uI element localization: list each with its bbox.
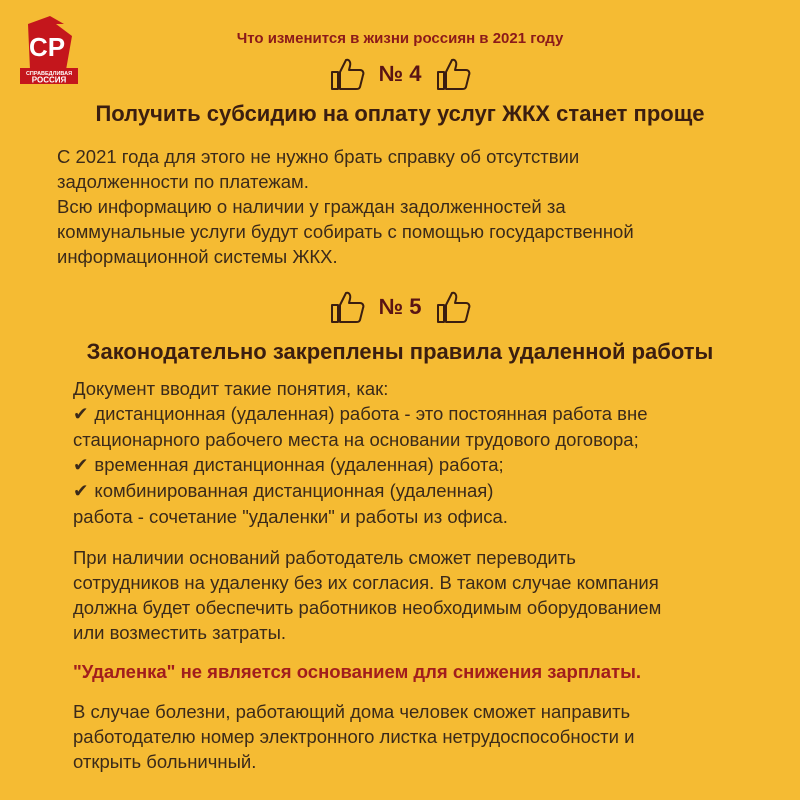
- logo-line1: СПРАВЕДЛИВАЯ: [25, 71, 73, 77]
- section5-number-row: [0, 289, 800, 325]
- section5-heading: Законодательно закреплены правила удаленной работы: [86, 339, 714, 364]
- text-line: работа - сочетание "удаленки" и работы из офиса.: [73, 506, 508, 527]
- text-line: или возместить затраты.: [73, 622, 287, 643]
- section5-number: № 5: [378, 294, 422, 319]
- thumbs-up-icon: [329, 56, 365, 92]
- thumbs-up-icon: [329, 289, 365, 325]
- text-line: Документ вводит такие понятия, как:: [73, 378, 389, 399]
- text-line: При наличии оснований работодатель сможет переводить: [73, 547, 576, 568]
- text-line: Всю информацию о наличии у граждан задолженностей за: [57, 196, 566, 217]
- logo-line2: РОССИЯ: [31, 75, 67, 84]
- section4-heading: Получить субсидию на оплату услуг ЖКХ станет проще: [95, 101, 705, 126]
- section4-number: № 4: [378, 61, 422, 86]
- thumbs-up-icon: [435, 289, 471, 325]
- section5-paragraph2: [73, 545, 661, 645]
- section4-number-row: [0, 56, 800, 92]
- text-line: коммунальные услуги будут собирать с помощью государственной: [57, 221, 634, 242]
- section5-paragraph3: [73, 699, 634, 774]
- text-line: В случае болезни, работающий дома человек сможет направить: [73, 701, 631, 722]
- thumbs-up-icon: [435, 56, 471, 92]
- text-line: должна будет обеспечить работников необходимым оборудованием: [73, 597, 662, 618]
- text-line: стационарного рабочего места на основании трудового договора;: [73, 429, 639, 450]
- text-line: С 2021 года для этого не нужно брать справку об отсутствии: [57, 146, 580, 167]
- section5-definitions: [73, 376, 648, 529]
- text-line: сотрудников на удаленку без их согласия. В таком случае компания: [73, 572, 659, 593]
- text-line: открыть больничный.: [73, 751, 257, 772]
- text-line: задолженности по платежам.: [57, 171, 309, 192]
- text-line: информационной системы ЖКХ.: [57, 246, 338, 267]
- section4-body: [57, 144, 634, 269]
- highlight-statement: "Удаленка" не является основанием для снижения зарплаты.: [73, 661, 642, 682]
- check-item: ✔ временная дистанционная (удаленная) работа;: [73, 452, 648, 478]
- text-line: работодателю номер электронного листка нетрудоспособности и: [73, 726, 635, 747]
- page-title: Что изменится в жизни россиян в 2021 году: [236, 30, 564, 47]
- logo-letters: СР: [28, 32, 66, 62]
- check-item: ✔ дистанционная (удаленная) работа - это постоянная работа вне: [73, 401, 648, 427]
- check-item: ✔ комбинированная дистанционная (удаленная): [73, 478, 648, 504]
